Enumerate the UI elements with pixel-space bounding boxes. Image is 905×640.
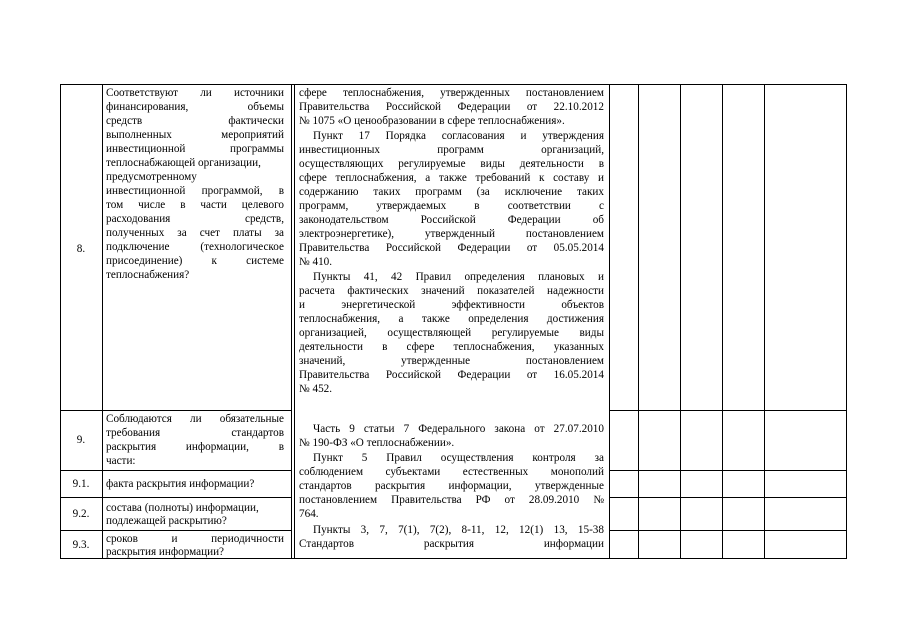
reference-line: соблюдением субъектами естественных монополий — [299, 466, 604, 478]
reference-line: Пункт 17 Порядка согласования и утверждения — [313, 130, 604, 142]
reference-line: законодательством Российской Федерации об — [299, 214, 604, 226]
question-line: средств фактически — [106, 115, 284, 127]
question-line: инвестиционной программы — [106, 143, 284, 155]
reference-line: 764. — [299, 508, 319, 520]
reference-line: Стандартов раскрытия информации — [299, 538, 604, 550]
question-line: факта раскрытия информации? — [106, 478, 255, 490]
question-line: части: — [106, 455, 136, 467]
reference-line: расчета фактических значений показателей надежности — [299, 285, 604, 297]
question-line: расходования средств, — [106, 213, 284, 225]
question-line: подключение (технологическое — [106, 241, 284, 253]
reference-line: программ, утверждаемых в соответствии с — [299, 200, 604, 212]
reference-line: содержанию таких программ (за исключение таких — [299, 186, 604, 198]
row-number: 8. — [76, 243, 86, 255]
reference-line: № 410. — [299, 256, 333, 268]
question-line: раскрытия информации? — [106, 546, 225, 558]
reference-line: № 452. — [299, 383, 333, 395]
reference-line: инвестиционных программ организаций, — [299, 144, 604, 156]
reference-line: значений, утвержденные постановлением — [299, 355, 604, 367]
reference-line: постановлением Правительства РФ от 28.09.2010 № — [299, 494, 604, 506]
reference-line: осуществляющих регулируемые виды деятельности в — [299, 158, 604, 170]
question-line: требования стандартов — [106, 427, 284, 439]
question-line: выполненных мероприятий — [106, 129, 284, 141]
reference-line: Пункты 41, 42 Правил определения плановых и — [313, 271, 604, 283]
reference-line: деятельности в сфере теплоснабжения, указанных — [299, 341, 604, 353]
question-line: подлежащей раскрытию? — [106, 515, 227, 527]
reference-line: Правительства Российской Федерации от 05.05.2014 — [299, 242, 604, 254]
reference-line: Правительства Российской Федерации от 22.10.2012 — [299, 101, 604, 113]
question-line: Соответствуют ли источники — [106, 87, 284, 99]
reference-line: Часть 9 статьи 7 Федерального закона от 27.07.2010 — [313, 423, 604, 435]
row-number: 9.1. — [72, 478, 90, 490]
row-number: 9. — [76, 434, 86, 446]
question-line: раскрытия информации, в — [106, 441, 284, 453]
reference-line: теплоснабжения, а также определения достижения — [299, 313, 604, 325]
question-line: том числе в части целевого — [106, 199, 284, 211]
question-line: предусмотренному — [106, 171, 197, 183]
question-line: Соблюдаются ли обязательные — [106, 413, 284, 425]
reference-line: стандартов раскрытия информации, утвержденные — [299, 480, 604, 492]
question-line: теплоснабжения? — [106, 269, 190, 281]
row-number: 9.2. — [72, 508, 90, 520]
question-line: сроков и периодичности — [106, 533, 284, 545]
reference-line: и энергетической эффективности объектов — [299, 299, 604, 311]
question-line: полученных за счет платы за — [106, 227, 284, 239]
reference-line: электроэнергетике), утвержденный постановлением — [299, 228, 604, 240]
question-line: состава (полноты) информации, — [106, 502, 259, 514]
reference-line: № 190-ФЗ «О теплоснабжении». — [299, 437, 455, 449]
reference-line: сфере теплоснабжения, утвержденных постановлением — [299, 87, 604, 99]
reference-line: № 1075 «О ценообразовании в сфере теплоснабжения». — [299, 115, 565, 127]
row-number: 9.3. — [72, 539, 90, 551]
question-line: присоединение) к системе — [106, 255, 284, 267]
question-line: инвестиционной программой, в — [106, 185, 284, 197]
reference-line: сфере теплоснабжения, а также требований к составу и — [299, 172, 604, 184]
reference-line: Правительства Российской Федерации от 16.05.2014 — [299, 369, 604, 381]
reference-line: Пункты 3, 7, 7(1), 7(2), 8-11, 12, 12(1) 13, 15-38 — [313, 524, 604, 536]
question-line: финансирования, объемы — [106, 101, 284, 113]
reference-line: Пункт 5 Правил осуществления контроля за — [313, 452, 604, 464]
question-line: теплоснабжающей организации, — [106, 157, 261, 169]
reference-line: организацией, осуществляющей регулируемые виды — [299, 327, 604, 339]
